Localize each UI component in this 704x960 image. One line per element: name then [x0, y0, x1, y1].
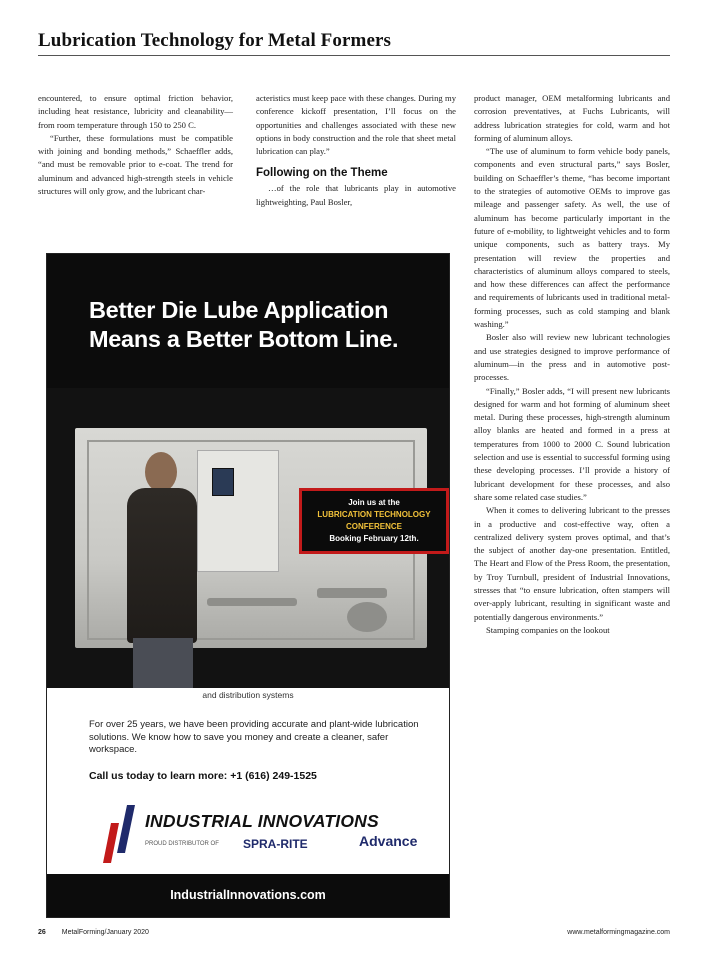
ad-phone-cta[interactable]: Call us today to learn more: +1 (616) 249-1525 [89, 770, 317, 782]
ad-photo-machine-operator [47, 388, 449, 688]
control-screen [212, 468, 234, 496]
logo-distributor-label: PROUD DISTRIBUTOR OF [145, 841, 219, 847]
logo-company-name: INDUSTRIAL INNOVATIONS [145, 811, 379, 831]
issue-label: MetalForming/January 2020 [61, 929, 149, 936]
ad-website-link[interactable]: IndustrialInnovations.com [47, 874, 449, 917]
ad-headline-line-1: Better Die Lube Application [89, 297, 389, 323]
callout-line-4: Booking February 12th. [329, 534, 419, 543]
section-subhead: Following on the Theme [256, 167, 388, 180]
conference-callout [299, 488, 449, 554]
page-footer-left [38, 929, 149, 936]
operator-body [127, 488, 197, 643]
article-column-1 [38, 92, 233, 198]
paragraph: Bosler also will review new lubricant technologies and use strategies designed to improve performance of aluminum—in the press and in automotive post-processes. [474, 332, 670, 383]
paragraph: “Finally,” Bosler adds, “I will present new lubricants designed for warm and hot forming of aluminum sheet metal. During these processes, high-strength aluminum alloy blanks are heated and formed in a press at temperatures from 1000 to 2000 C. Sound lubrication selection and use is essential to successful forming using these developing processes. I’ll provide a history of lubricant development for these processes, and also share some related case studies.” [474, 385, 670, 502]
advertisement[interactable] [46, 253, 450, 918]
logo-slash-icon [97, 801, 137, 867]
article-column-3 [474, 92, 670, 637]
page-footer-url[interactable]: www.metalformingmagazine.com [567, 929, 670, 936]
machine-pipe [347, 602, 387, 632]
industrial-innovations-logo [91, 799, 421, 869]
ad-headline-band [47, 254, 449, 388]
logo-brand-spra-rite: SPRA-RITE [243, 837, 308, 851]
callout-line-1: Join us at the [348, 498, 400, 507]
callout-line-3: CONFERENCE [345, 522, 402, 531]
machine-pipe [207, 598, 297, 606]
control-panel [197, 450, 279, 572]
operator-legs [133, 638, 193, 688]
logo-brand-advance: Advance [359, 833, 418, 849]
paragraph: Stamping companies on the lookout [486, 624, 610, 635]
page-number: 26 [38, 929, 46, 936]
paragraph: …of the role that lubricants play in automotive lightweighting, Paul Bosler, [256, 183, 456, 207]
paragraph: When it comes to delivering lubricant to the presses in a productive and cost-effective way, often a centralized delivery system proves optimal, and that’s the subject of another day-one presentation. Entitled, The Heart and Flow of the Press Room, the presentation, by Troy Turnbull, president of Industrial Innovations, stresses that “to ensure lubrication, often stampers will over-apply lubricant, resulting in significant waste and potentially dangerous environments.” [474, 505, 670, 622]
operator-head [145, 452, 177, 492]
callout-line-2: LUBRICATION TECHNOLOGY [317, 510, 431, 519]
ad-body-text: For over 25 years, we have been providing accurate and plant-wide lubrication solutions. We know how to save you money and create a cleaner, safer workspace. [89, 719, 419, 755]
ad-headline [89, 296, 449, 354]
paragraph: “Further, these formulations must be compatible with joining and bonding methods,” Schaeffler adds, “and must be removable prior to e-coat. The trend for aluminum and advanced high-strength steels in vehicle structures will only grow, and the lubricant char- [38, 132, 233, 197]
ad-photo-caption: and distribution systems [47, 688, 449, 702]
paragraph: “The use of aluminum to form vehicle body panels, components and even structural parts,” says Bosler, building on Schaeffler’s theme, “has become important to the strategies of automotive OEMs to improve gas mileage and passenger safety. As well, the use of aluminum has become particularly important in the future of e-mobility, to lightweight vehicles and to form unique components, such as battery trays. My presentation will review the properties and characteristics of aluminum alloys compared to steels, and how these differences can affect the performance and requirements of lubricants used in traditional metal-forming processes, such as cold stamping and blank washing.” [474, 146, 670, 330]
paragraph: encountered, to ensure optimal friction behavior, including heat resistance, lubricity and cleanability—from room temperature through 150 to 250 C. [38, 93, 233, 130]
paragraph: acteristics must keep pace with these changes. During my conference kickoff presentation, I’ll focus on the opportunities and challenges associated with these new options in body construction and the role that sheet metal lubrication can play.” [256, 93, 456, 157]
machine-pipe [317, 588, 387, 598]
page-header-title: Lubrication Technology for Metal Formers [38, 30, 392, 51]
ad-headline-line-2: Means a Better Bottom Line. [89, 326, 399, 352]
header-rule [38, 55, 670, 56]
paragraph: product manager, OEM metalforming lubricants and corrosion preventatives, at Fuchs Lubricants, will address lubrication strategies for cold, warm and hot forming of aluminum alloys. [474, 93, 670, 143]
article-column-2 [256, 92, 456, 209]
